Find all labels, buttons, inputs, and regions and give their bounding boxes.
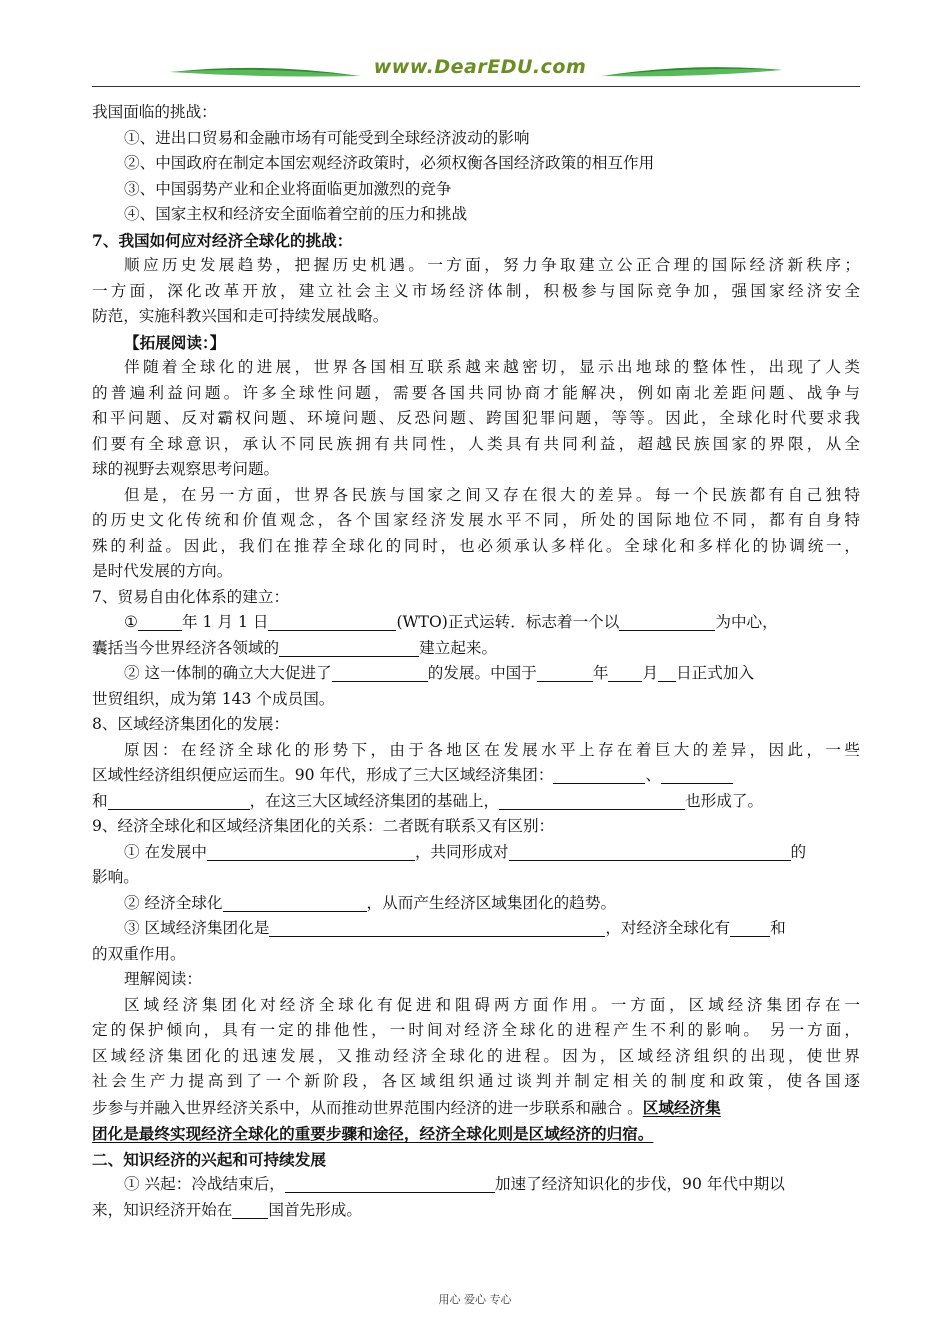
q7-line-3: 防范，实施科教兴国和走可持续发展战略。 — [92, 307, 389, 325]
header-rule — [92, 86, 860, 87]
blank-wto-center[interactable] — [619, 612, 715, 631]
understand-line-6: 团化是最终实现经济全球化的重要步骤和途径，经济全球化则是区域经济的归宿。 — [92, 1124, 654, 1143]
ext-p1-line-4: 们要有全球意识，承认不同民族拥有共同性，人类具有共同利益，超越民族国家的界限，从全 — [92, 434, 860, 453]
trade-item-1: ① 年 1 月 1 日 (WTO)正式运转．标志着一个以 为中心， — [124, 613, 778, 631]
blank-bloc-3[interactable] — [108, 791, 250, 810]
ext-p2-line-2: 的历史文化传统和价值观念，各个国家经济发展水平不同，所处的国际地位不同，都有自身特 — [92, 511, 860, 529]
blank-rel-4[interactable] — [269, 918, 605, 937]
understand-line-4: 社会生产力提高到了一个新阶段，各区域组织通过谈判并制定相关的制度和政策，使各国逐 — [92, 1072, 860, 1090]
ext-p1-line-2: 的普遍利益问题。许多全球性问题，需要各国共同协商才能解决，例如南北差距问题、战争与 — [92, 383, 860, 402]
site-logo[interactable]: www.DearEDU.com — [373, 56, 587, 78]
ext-p1-line-5: 球的视野去观察思考问题。 — [92, 460, 280, 478]
region-line-1: 原因：在经济全球化的形势下，由于各地区在发展水平上存在着巨大的差异，因此，一些 — [124, 740, 860, 759]
relation-item-3: ③ 区域经济集团化是 ，对经济全球化有 和 — [124, 919, 786, 937]
understand-line-1: 区域经济集团化对经济全球化有促进和阻碍两方面作用。一方面，区域经济集团存在一 — [124, 995, 860, 1014]
blank-china-year[interactable] — [537, 663, 593, 682]
blank-rel-5[interactable] — [730, 918, 770, 937]
ext-p1-line-1: 伴随着全球化的进展，世界各国相互联系越来越密切，显示出地球的整体性，出现了人类 — [124, 358, 860, 376]
page-footer: 用心 爱心 专心 — [438, 1293, 512, 1306]
blank-bloc-2[interactable] — [661, 765, 733, 784]
ext-p2-line-4: 是时代发展的方向。 — [92, 562, 233, 580]
blank-knowledge-1[interactable] — [285, 1174, 495, 1193]
extended-reading-title: 【拓展阅读：】 — [124, 332, 226, 352]
section-2-item-1-cont: 来，知识经济开始在 国首先形成。 — [92, 1200, 362, 1219]
section-2-item-1: ① 兴起：冷战结束后， 加速了经济知识化的步伐，90 年代中期以 — [124, 1175, 785, 1193]
q7-line-2: 一方面，深化改革开放，建立社会主义市场经济体制，积极参与国际竞争加，强国家经济安全 — [92, 281, 860, 300]
challenge-1: ①、进出口贸易和金融市场有可能受到全球经济波动的影响 — [124, 128, 530, 147]
region-title: 8、区域经济集团化的发展： — [92, 715, 290, 733]
understand-line-5: 步参与并融入世界经济关系中，从而推动世界范围内经济的进一步联系和融合 。区域经济集 — [92, 1097, 721, 1117]
challenge-2: ②、中国政府在制定本国宏观经济政策时，必须权衡各国经济政策的相互作用 — [124, 154, 655, 172]
relation-item-1-cont: 影响。 — [92, 868, 139, 886]
blank-china-month[interactable] — [608, 663, 642, 682]
understand-title: 理解阅读： — [124, 970, 202, 988]
challenge-4: ④、国家主权和经济安全面临着空前的压力和挑战 — [124, 205, 468, 223]
trade-item-1-cont: 囊括当今世界经济各领域的 建立起来。 — [92, 638, 498, 657]
blank-wto-year[interactable] — [138, 612, 182, 631]
blank-bloc-1[interactable] — [553, 765, 645, 784]
q7-title: 7、我国如何应对经济全球化的挑战： — [92, 230, 353, 250]
trade-item-2-cont: 世贸组织，成为第 143 个成员国。 — [92, 689, 335, 708]
region-line-2: 区域性经济组织便应运而生。90 年代，形成了三大区域经济集团： 、 — [92, 763, 860, 789]
region-line-3: 和 ，在这三大区域经济集团的基础上， 也形成了。 — [92, 791, 764, 810]
relation-title: 9、经济全球化和区域经济集团化的关系：二者既有联系又有区别： — [92, 817, 555, 835]
blank-promoted[interactable] — [332, 663, 428, 682]
blank-wto-name[interactable] — [268, 612, 396, 631]
blank-rel-2[interactable] — [509, 842, 791, 861]
left-swoosh-decoration — [170, 64, 360, 84]
ext-p2-line-1: 但是，在另一方面，世界各民族与国家之间又存在很大的差异。每一个民族都有自己独特 — [124, 485, 860, 504]
relation-item-1: ① 在发展中 ，共同形成对 的 — [124, 842, 807, 861]
ext-p2-line-3: 殊的利益。因此，我们在推荐全球化的同时，也必须承认多样化。全球化和多样化的协调统一， — [92, 536, 860, 555]
blank-rel-3[interactable] — [223, 893, 367, 912]
q7-line-1: 顺应历史发展趋势，把握历史机遇。一方面，努力争取建立公正合理的国际经济新秩序； — [124, 256, 860, 274]
blank-knowledge-country[interactable] — [232, 1200, 268, 1219]
blank-bloc-new[interactable] — [499, 791, 685, 810]
right-swoosh-decoration — [602, 64, 782, 84]
understand-line-3: 区域经济集团化的迅速发展，又推动经济全球化的进程。因为，区域经济组织的出现，使世界 — [92, 1046, 860, 1065]
blank-rel-1[interactable] — [207, 842, 415, 861]
relation-item-3-cont: 的双重作用。 — [92, 944, 186, 963]
document-body — [92, 100, 860, 1223]
page-header — [92, 54, 860, 90]
understand-line-2: 定的保护倾向，具有一定的排他性，一时间对经济全球化的进程产生不利的影响。 另一方面， — [92, 1021, 860, 1039]
blank-wto-system[interactable] — [279, 638, 419, 657]
section-2-title: 二、知识经济的兴起和可持续发展 — [92, 1149, 326, 1169]
blank-china-day[interactable] — [658, 663, 676, 682]
trade-item-2: ② 这一体制的确立大大促进了 的发展。中国于 年 月 日正式加入 — [124, 664, 755, 682]
challenge-3: ③、中国弱势产业和企业将面临更加激烈的竞争 — [124, 179, 452, 198]
trade-title: 7、贸易自由化体系的建立： — [92, 587, 290, 606]
challenges-title: 我国面临的挑战： — [92, 103, 217, 121]
relation-item-2: ② 经济全球化 ，从而产生经济区域集团化的趋势。 — [124, 893, 617, 912]
ext-p1-line-3: 和平问题、反对霸权问题、环境问题、反恐问题、跨国犯罪问题，等等。因此，全球化时代要求我 — [92, 409, 860, 427]
